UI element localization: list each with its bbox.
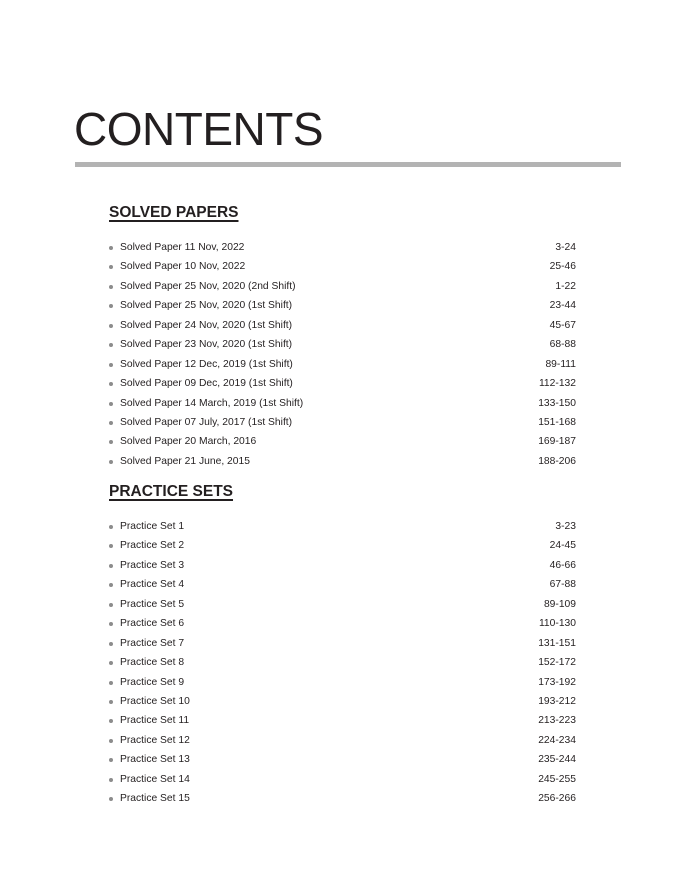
bullet-icon — [109, 758, 113, 762]
list-item — [109, 556, 576, 575]
bullet-icon — [109, 700, 113, 704]
entry-page-range: 188-206 — [538, 455, 576, 467]
entry-title: Solved Paper 21 June, 2015 — [120, 455, 250, 467]
entry-title: Practice Set 11 — [120, 715, 190, 727]
bullet-icon — [109, 265, 113, 269]
entry-title: Solved Paper 10 Nov, 2022 — [120, 261, 246, 273]
entry-page-range: 133-150 — [538, 397, 576, 409]
bullet-icon — [109, 304, 113, 308]
entry-page-range: 235-244 — [538, 754, 576, 766]
bullet-icon — [109, 402, 113, 406]
entry-page-range: 89-109 — [543, 598, 576, 610]
list-item — [109, 452, 576, 471]
list-item — [109, 316, 576, 335]
bullet-icon — [109, 583, 113, 587]
entry-page-range: 245-255 — [538, 773, 576, 785]
page-title: CONTENTS — [74, 103, 323, 155]
list-item — [109, 296, 576, 315]
entry-title: Practice Set 2 — [120, 540, 185, 552]
list-item — [109, 432, 576, 451]
entry-title: Practice Set 8 — [120, 657, 185, 669]
entry-title: Practice Set 14 — [120, 773, 190, 785]
entry-title: Practice Set 15 — [120, 793, 190, 805]
section-solved-papers — [109, 203, 576, 471]
entry-page-range: 112-132 — [538, 378, 576, 390]
entry-title: Solved Paper 09 Dec, 2019 (1st Shift) — [120, 378, 293, 390]
entry-page-range: 46-66 — [549, 559, 576, 571]
bullet-icon — [109, 681, 113, 685]
entry-title: Practice Set 9 — [120, 676, 185, 688]
bullet-icon — [109, 343, 113, 347]
entry-title: Solved Paper 11 Nov, 2022 — [120, 242, 245, 253]
entry-page-range: 25-46 — [549, 261, 576, 273]
bullet-icon — [109, 661, 113, 665]
entry-page-range: 213-223 — [538, 715, 576, 727]
list-item — [109, 238, 576, 257]
list-item — [109, 257, 576, 276]
entry-title: Practice Set 12 — [120, 734, 190, 746]
entry-page-range: 68-88 — [549, 339, 576, 351]
list-item — [109, 614, 576, 633]
bullet-icon — [109, 382, 113, 386]
section-practice-sets — [109, 482, 576, 809]
list-item — [109, 692, 576, 711]
entry-page-range: 169-187 — [538, 436, 576, 448]
list-item — [109, 731, 576, 750]
bullet-icon — [109, 797, 113, 801]
entry-title: Practice Set 1 — [120, 521, 185, 532]
entry-title: Solved Paper 12 Dec, 2019 (1st Shift) — [120, 358, 293, 370]
entry-page-range: 24-45 — [549, 540, 576, 552]
entry-page-range: 224-234 — [538, 734, 576, 746]
entry-list — [109, 517, 576, 809]
entry-page-range: 1-22 — [555, 280, 576, 292]
bullet-icon — [109, 564, 113, 568]
list-item — [109, 673, 576, 692]
bullet-icon — [109, 642, 113, 646]
bullet-icon — [109, 739, 113, 743]
bullet-icon — [109, 440, 113, 444]
list-item — [109, 750, 576, 769]
entry-page-range: 152-172 — [538, 657, 576, 669]
entry-title: Practice Set 6 — [120, 618, 185, 630]
entry-page-range: 67-88 — [549, 579, 576, 591]
entry-page-range: 131-151 — [538, 637, 576, 649]
entry-title: Solved Paper 25 Nov, 2020 (1st Shift) — [120, 300, 293, 312]
entry-title: Solved Paper 23 Nov, 2020 (1st Shift) — [120, 339, 293, 351]
entry-title: Practice Set 13 — [120, 754, 190, 766]
list-item — [109, 789, 576, 808]
list-item — [109, 595, 576, 614]
bullet-icon — [109, 246, 113, 250]
bullet-icon — [109, 603, 113, 607]
list-item — [109, 536, 576, 555]
entry-title: Solved Paper 24 Nov, 2020 (1st Shift) — [120, 319, 293, 331]
list-item — [109, 335, 576, 354]
bullet-icon — [109, 285, 113, 289]
entry-title: Solved Paper 25 Nov, 2020 (2nd Shift) — [120, 280, 296, 292]
entry-page-range: 110-130 — [538, 618, 576, 630]
entry-title: Practice Set 5 — [120, 598, 185, 610]
bullet-icon — [109, 421, 113, 425]
entry-title: Solved Paper 20 March, 2016 — [120, 436, 257, 448]
list-item — [109, 634, 576, 653]
entry-page-range: 3-24 — [555, 242, 576, 253]
list-item — [109, 413, 576, 432]
section-heading: PRACTICE SETS — [109, 483, 234, 500]
bullet-icon — [109, 363, 113, 367]
entry-title: Practice Set 7 — [120, 637, 185, 649]
bullet-icon — [109, 544, 113, 548]
bullet-icon — [109, 460, 113, 464]
list-item — [109, 517, 576, 536]
list-item — [109, 711, 576, 730]
entry-title: Practice Set 4 — [120, 579, 185, 591]
entry-page-range: 23-44 — [549, 300, 576, 312]
entry-title: Practice Set 10 — [120, 695, 190, 707]
list-item — [109, 394, 576, 413]
list-item — [109, 374, 576, 393]
entry-title: Practice Set 3 — [120, 559, 185, 571]
entry-page-range: 3-23 — [555, 521, 576, 532]
list-item — [109, 575, 576, 594]
entry-page-range: 173-192 — [538, 676, 576, 688]
section-heading: SOLVED PAPERS — [109, 204, 239, 221]
bullet-icon — [109, 719, 113, 723]
bullet-icon — [109, 778, 113, 782]
entry-title: Solved Paper 07 July, 2017 (1st Shift) — [120, 416, 293, 428]
bullet-icon — [109, 324, 113, 328]
bullet-icon — [109, 525, 113, 529]
entry-page-range: 193-212 — [538, 695, 576, 707]
list-item — [109, 653, 576, 672]
entry-page-range: 89-111 — [545, 358, 576, 370]
entry-page-range: 45-67 — [549, 319, 576, 331]
list-item — [109, 277, 576, 296]
list-item — [109, 770, 576, 789]
entry-page-range: 256-266 — [538, 793, 576, 805]
title-rule — [75, 162, 621, 167]
entry-page-range: 151-168 — [538, 416, 576, 428]
entry-list — [109, 238, 576, 471]
bullet-icon — [109, 622, 113, 626]
list-item — [109, 355, 576, 374]
entry-title: Solved Paper 14 March, 2019 (1st Shift) — [120, 397, 304, 409]
